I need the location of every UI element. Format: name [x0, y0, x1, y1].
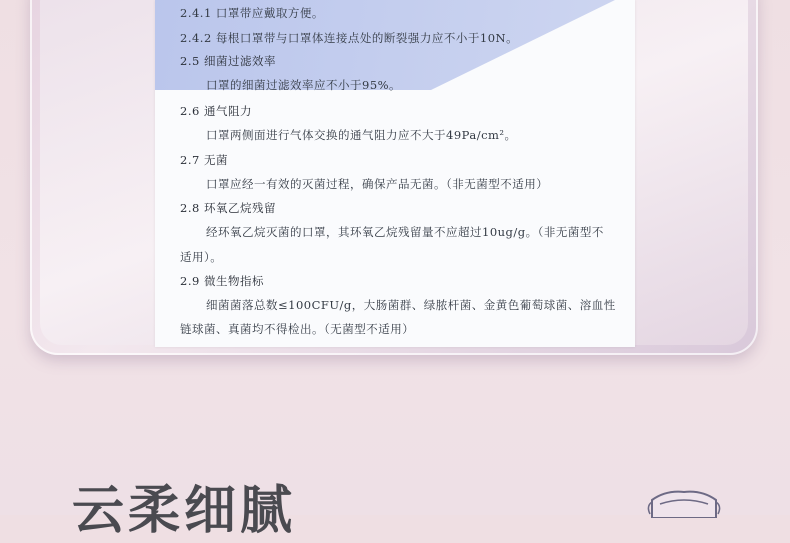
doc-body-2-9-line1: 细菌菌落总数≤100CFU/g，大肠菌群、绿脓杆菌、金黄色葡萄球菌、溶血性	[206, 298, 616, 312]
doc-heading-2-8: 2.8 环氧乙烷残留	[180, 201, 276, 215]
doc-body-2-6: 口罩两侧面进行气体交换的通气阻力应不大于49Pa/cm²。	[206, 128, 517, 142]
doc-heading-2-7: 2.7 无菌	[180, 153, 228, 167]
doc-heading-2-6: 2.6 通气阻力	[180, 104, 252, 118]
mask-outline-icon	[646, 488, 722, 518]
doc-heading-2-9: 2.9 微生物指标	[180, 274, 264, 288]
doc-body-2-9-line2: 链球菌、真菌均不得检出。（无菌型不适用）	[180, 322, 415, 336]
section-headline: 云柔细腻	[72, 481, 297, 541]
doc-line-2-4-1: 2.4.1 口罩带应戴取方便。	[180, 6, 324, 20]
doc-line-2-4-2: 2.4.2 每根口罩带与口罩体连接点处的断裂强力应不小于10N。	[180, 31, 519, 45]
doc-heading-2-5: 2.5 细菌过滤效率	[180, 54, 276, 68]
doc-body-2-5: 口罩的细菌过滤效率应不小于95%。	[206, 78, 402, 92]
doc-body-2-7: 口罩应经一有效的灭菌过程，确保产品无菌。（非无菌型不适用）	[206, 177, 549, 191]
doc-body-2-8-line1: 经环氧乙烷灭菌的口罩，其环氧乙烷残留量不应超过10ug/g。（非无菌型不	[206, 225, 604, 239]
doc-body-2-8-line2: 适用）。	[180, 250, 223, 264]
